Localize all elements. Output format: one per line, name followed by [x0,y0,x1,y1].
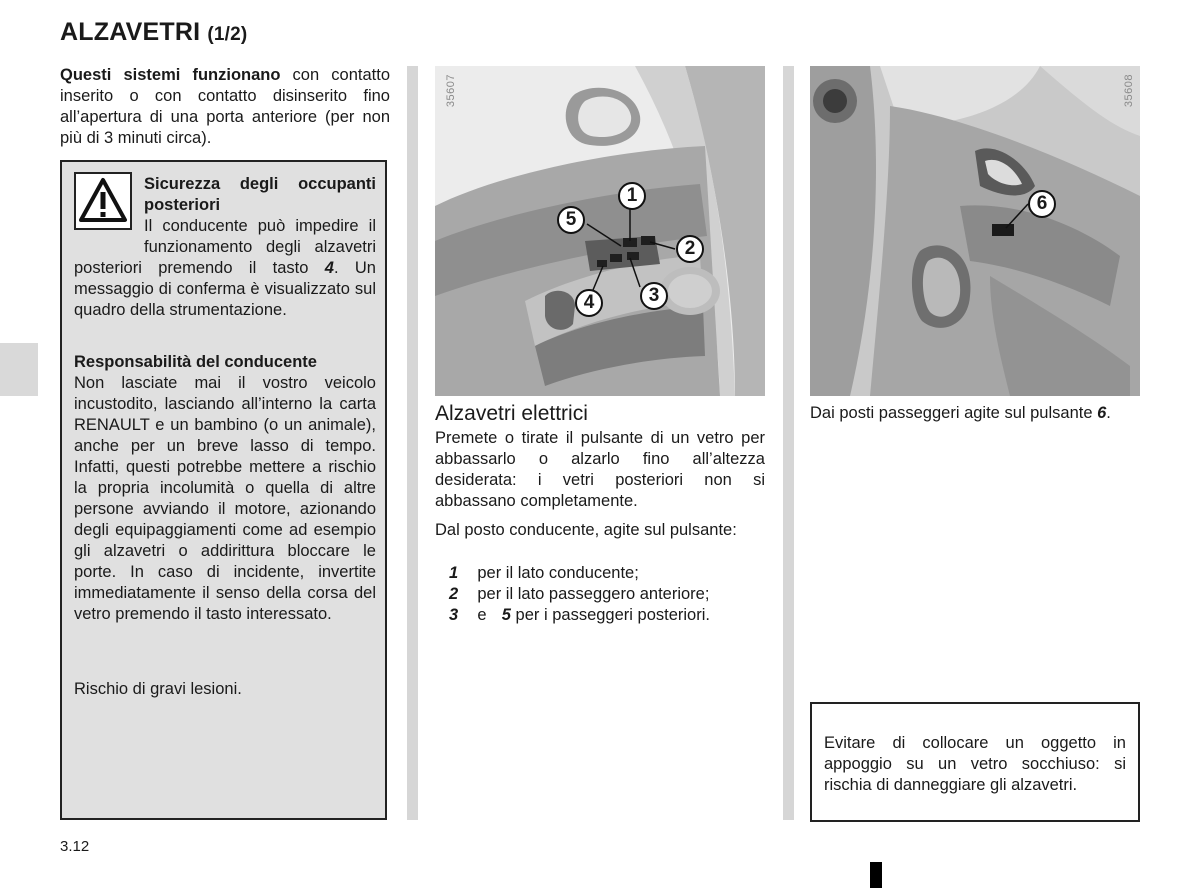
list-key-3: 3 [449,606,459,624]
column-divider-right [783,66,794,820]
page-marker [870,862,882,888]
warning-heading-2: Responsabilità del conducente [74,353,317,371]
intro-paragraph [60,65,390,149]
list-item-1 [449,563,639,584]
warning-text-1 [74,216,376,321]
right-paragraph [810,403,1140,424]
right-text-end: . [1106,404,1111,422]
warning-text-3: Rischio di gravi lesioni. [74,680,242,698]
figure-code: 35607 [445,74,457,108]
warning-text-2: Non lasciate mai il vostro veicolo incustodito, lasciando all’interno la carta RENAULT e un bambino (o un animale), anche per un breve lasso di tempo. Infatti, questi potrebbe mettere a rischio la propria incolumità o quella di altre persone avviando il motore, azionando degli equipaggiamenti come ad esempio gli alzavetri o addirittura bloccare le porte. In caso di incidente, invertite immediatamente il senso della corsa del vetro premendo il tasto interessato. [74,374,376,623]
list-text-3: per i passeggeri posteriori. [515,606,710,624]
list-key-2: 2 [449,585,459,603]
warning-key-4: 4 [324,259,334,277]
rear-door-switch-photo [810,66,1140,396]
title-part: (1/2) [207,24,248,45]
callout-3: 3 [640,282,668,310]
warning-heading-1: Sicurezza degli occupanti posteriori [144,175,376,214]
section-heading: Alzavetri elettrici [435,402,588,425]
note-text: Evitare di collocare un oggetto in appoggio su un vetro socchiuso: si rischia di danneggiare gli alzavetri. [824,734,1126,794]
intro-text: con contatto inserito o con contatto disinserito fino all’apertura di una porta anteriore (per non più di 3 minuti circa). [60,66,390,147]
page-title [60,18,247,47]
list-item-2 [449,584,709,605]
intro-bold: Questi sistemi funzionano [60,66,281,84]
door-switches-photo [435,66,765,396]
callout-4: 4 [575,289,603,317]
section-paragraph-1: Premete o tirate il pulsante di un vetro per abbassarlo o alzarlo fino all’altezza desiderata: i vetri posteriori non si abbassano completamente. [435,429,765,510]
column-divider-left [407,66,418,820]
warning-text-1a: Il conducente può impedire il funzionamento degli alzavetri posteriori premendo il tasto [74,217,376,277]
callout-5: 5 [557,206,585,234]
title-main: ALZAVETRI [60,18,201,46]
figure-code-2: 35608 [1123,74,1135,108]
warning-text-1b: . Un messaggio di conferma è visualizzato sul quadro della strumentazione. [74,259,376,319]
list-text-2: per il lato passeggero anteriore; [477,585,710,603]
callout-6: 6 [1028,190,1056,218]
right-text: Dai posti passeggeri agite sul pulsante [810,404,1098,422]
callout-2: 2 [676,235,704,263]
section-paragraph-2: Dal posto conducente, agite sul pulsante: [435,521,737,539]
chapter-tab [0,343,38,396]
right-key-6: 6 [1097,404,1107,422]
callout-1: 1 [618,182,646,210]
list-key-1: 1 [449,564,459,582]
note-box [810,702,1140,822]
warning-box [60,160,387,820]
page-number: 3.12 [60,838,90,855]
list-item-3 [449,605,710,626]
list-mid-3: e [477,606,487,624]
list-text-1: per il lato conducente; [477,564,639,582]
list-key-5: 5 [501,606,511,624]
